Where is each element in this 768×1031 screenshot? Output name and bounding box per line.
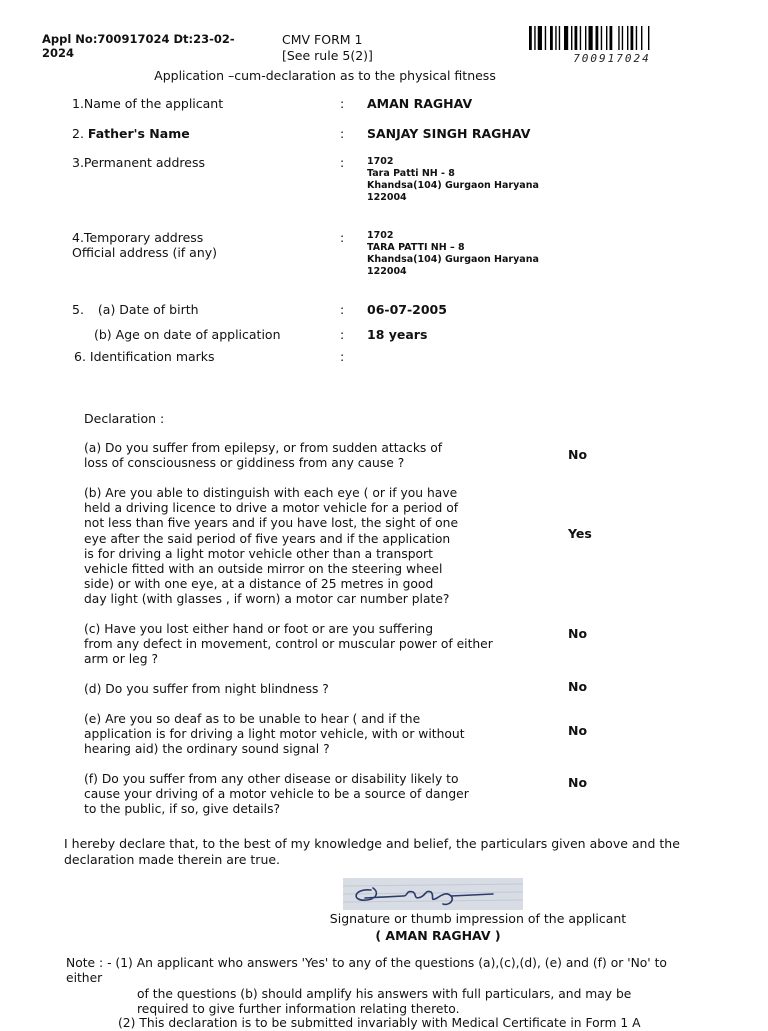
colon: : xyxy=(340,230,345,245)
applicant-name-label: 1.Name of the applicant xyxy=(72,96,224,111)
question-f xyxy=(84,772,514,818)
note-line: of the questions (b) should amplify his answers with full particulars, and may be xyxy=(137,987,632,1001)
statement-line: I hereby declare that, to the best of my knowledge and belief, the particulars given above and the xyxy=(64,836,680,851)
declaration-statement xyxy=(64,836,724,868)
permanent-address-value xyxy=(367,156,539,204)
address-line: 1702 xyxy=(367,230,394,241)
note-line-2: (2) This declaration is to be submitted invariably with Medical Certificate in Form 1 A xyxy=(118,1016,641,1030)
question-line: from any defect in movement, control or muscular power of either xyxy=(84,637,493,652)
question-line: vehicle fitted with an outside mirror on the steering wheel xyxy=(84,562,443,577)
colon: : xyxy=(340,96,345,111)
question-line: eye after the said period of five years and if the application xyxy=(84,531,451,546)
address-line: TARA PATTI NH – 8 xyxy=(367,242,465,253)
question-line: is for driving a light motor vehicle other than a transport xyxy=(84,546,433,561)
note-block xyxy=(66,956,726,986)
question-e xyxy=(84,712,514,758)
answer-c: No xyxy=(568,626,588,641)
question-line: (d) Do you suffer from night blindness ? xyxy=(84,682,329,696)
temporary-address-value xyxy=(367,230,539,278)
question-d xyxy=(84,682,514,697)
address-line: Tara Patti NH - 8 xyxy=(367,168,455,179)
permanent-address-label: 3.Permanent address xyxy=(72,155,205,170)
question-b xyxy=(84,486,514,608)
temporary-address-label-line1: 4.Temporary address xyxy=(72,230,204,245)
dob-value: 06-07-2005 xyxy=(367,302,447,317)
applicant-name-value: AMAN RAGHAV xyxy=(367,96,473,111)
address-line: 1702 xyxy=(367,156,394,167)
temporary-address-label-line2: Official address (if any) xyxy=(72,245,218,260)
question-line: cause your driving of a motor vehicle to be a source of danger xyxy=(84,787,469,802)
form-heading: Application –cum-declaration as to the physical fitness xyxy=(154,68,496,83)
answer-e: No xyxy=(568,723,588,738)
father-name-label: Father's Name xyxy=(87,126,190,141)
answer-d: No xyxy=(568,679,588,694)
question-c xyxy=(84,622,524,668)
temporary-address-label xyxy=(72,230,217,260)
declaration-title: Declaration : xyxy=(84,411,165,426)
note-line: required to give further information relating thereto. xyxy=(137,1002,460,1016)
colon: : xyxy=(340,302,345,317)
identification-marks-label: 6. Identification marks xyxy=(74,349,215,364)
question-line: loss of consciousness or giddiness from any cause ? xyxy=(84,456,405,471)
dob-label-row xyxy=(72,302,199,317)
signature-image xyxy=(343,878,523,910)
colon: : xyxy=(340,327,345,342)
colon: : xyxy=(340,349,345,364)
father-name-label-row xyxy=(72,126,190,141)
question-line: (e) Are you so deaf as to be unable to hear ( and if the xyxy=(84,712,421,726)
dob-label: (a) Date of birth xyxy=(97,302,199,317)
question-line: (f) Do you suffer from any other disease or disability likely to xyxy=(84,772,459,786)
colon: : xyxy=(340,155,345,170)
question-line: not less than five years and if you have lost, the sight of one xyxy=(84,516,459,531)
address-line: 122004 xyxy=(367,266,407,277)
note-line: Note : - (1) An applicant who answers 'Yes' to any of the questions (a),(c),(d), (e) and (f) or 'No' to xyxy=(66,956,667,970)
answer-b: Yes xyxy=(568,526,592,541)
statement-line: declaration made therein are true. xyxy=(64,852,281,867)
barcode-image xyxy=(529,26,694,50)
barcode-number: 700917024 xyxy=(573,52,651,65)
note-block-continued xyxy=(137,987,697,1017)
question-line: held a driving licence to drive a motor vehicle for a period of xyxy=(84,501,459,516)
rule-reference: [See rule 5(2)] xyxy=(282,48,373,63)
address-line: Khandsa(104) Gurgaon Haryana xyxy=(367,180,539,191)
form-title: CMV FORM 1 xyxy=(282,32,363,47)
signature-name: ( AMAN RAGHAV ) xyxy=(375,928,501,943)
age-label: (b) Age on date of application xyxy=(94,327,281,342)
question-line: (a) Do you suffer from epilepsy, or from sudden attacks of xyxy=(84,441,443,455)
question-line: application is for driving a light motor vehicle, with or without xyxy=(84,727,465,742)
question-line: day light (with glasses , if worn) a motor car number plate? xyxy=(84,592,450,607)
age-value: 18 years xyxy=(367,327,428,342)
father-name-number: 2. xyxy=(72,126,84,141)
address-line: 122004 xyxy=(367,192,407,203)
note-line: either xyxy=(66,971,103,985)
signature-label: Signature or thumb impression of the applicant xyxy=(329,911,627,926)
form-title-block xyxy=(282,32,373,64)
question-line: arm or leg ? xyxy=(84,652,158,667)
question-line: to the public, if so, give details? xyxy=(84,802,281,817)
father-name-value: SANJAY SINGH RAGHAV xyxy=(367,126,531,141)
question-line: side) or with one eye, at a distance of 25 metres in good xyxy=(84,577,434,592)
colon: : xyxy=(340,126,345,141)
address-line: Khandsa(104) Gurgaon Haryana xyxy=(367,254,539,265)
question-line: (b) Are you able to distinguish with each eye ( or if you have xyxy=(84,486,458,500)
question-line: hearing aid) the ordinary sound signal ? xyxy=(84,742,330,757)
dob-number: 5. xyxy=(72,302,84,317)
answer-f: No xyxy=(568,775,588,790)
question-a xyxy=(84,441,514,471)
question-line: (c) Have you lost either hand or foot or are you suffering xyxy=(84,622,434,636)
application-number-date: Appl No:700917024 Dt:23-02-2024 xyxy=(42,32,235,60)
answer-a: No xyxy=(568,447,588,462)
